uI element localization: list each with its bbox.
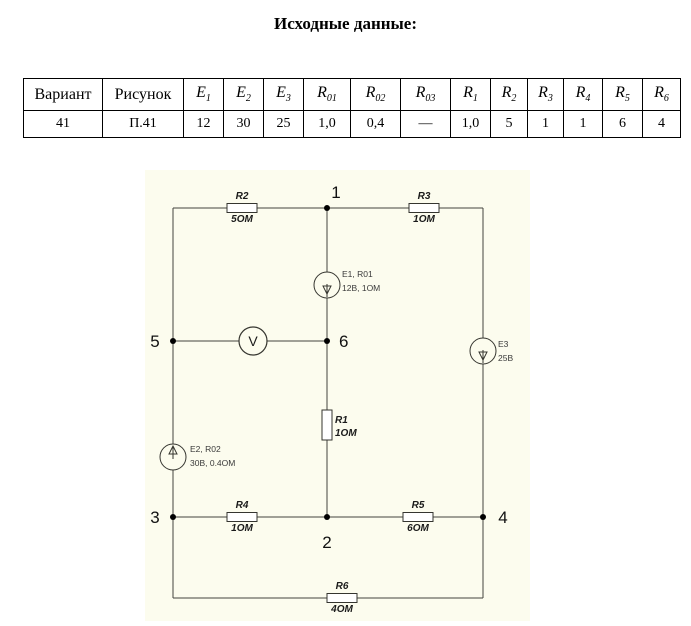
resistor-r6-name: R6 xyxy=(335,581,349,592)
source-e1-value: 12В, 1ОМ xyxy=(342,283,381,293)
table-header-cell: $R_{03}$ xyxy=(401,79,451,111)
node-2-label: 2 xyxy=(322,533,332,552)
resistor-r3-value: 1ОМ xyxy=(413,214,435,225)
source-e2-value: 30В, 0.4ОМ xyxy=(190,458,236,468)
resistor-r2-name: R2 xyxy=(235,191,249,202)
table-value-row xyxy=(24,111,681,138)
node-3-label: 3 xyxy=(150,508,160,527)
table-header-cell: Вариант xyxy=(24,79,103,111)
resistor-r5-box xyxy=(403,513,433,522)
resistor-r4-value: 1ОМ xyxy=(231,523,253,534)
node-4-label: 4 xyxy=(498,508,508,527)
resistor-r6 xyxy=(327,581,357,615)
table-value-cell: П.41 xyxy=(103,111,184,138)
node-2-dot xyxy=(324,514,330,520)
node-1-label: 1 xyxy=(331,183,341,202)
circuit-diagram xyxy=(145,170,530,621)
source-e3-value: 25В xyxy=(498,353,514,363)
node-1-dot xyxy=(324,205,330,211)
source-e2-name: E2, R02 xyxy=(190,444,221,454)
resistor-r1-box xyxy=(322,410,332,440)
resistor-r4-box xyxy=(227,513,257,522)
node-5-dot xyxy=(170,338,176,344)
table-value-cell: 5 xyxy=(491,111,528,138)
table-value-cell: 41 xyxy=(24,111,103,138)
resistor-r3-box xyxy=(409,204,439,213)
node-6-dot xyxy=(324,338,330,344)
resistor-r6-value: 4ОМ xyxy=(331,604,353,615)
node-4-dot xyxy=(480,514,486,520)
source-e3-name: E3 xyxy=(498,339,509,349)
resistor-r5-name: R5 xyxy=(411,500,425,511)
resistor-r2 xyxy=(227,191,257,225)
table-header-row xyxy=(24,79,681,111)
resistor-r4-name: R4 xyxy=(235,500,249,511)
resistor-r3-name: R3 xyxy=(417,191,431,202)
table-value-cell: 1 xyxy=(528,111,564,138)
table-value-cell: 30 xyxy=(224,111,264,138)
resistor-r6-box xyxy=(327,594,357,603)
table-value-cell: 25 xyxy=(264,111,304,138)
resistor-r5-value: 6ОМ xyxy=(407,523,429,534)
source-e3 xyxy=(470,338,513,364)
table-value-cell: 4 xyxy=(643,111,681,138)
resistor-r5 xyxy=(403,500,433,534)
node-6-label: 6 xyxy=(339,332,349,351)
source-e1-name: E1, R01 xyxy=(342,269,373,279)
table-value-cell: 0,4 xyxy=(351,111,401,138)
table-header-cell: $R_5$ xyxy=(603,79,643,111)
node-5-label: 5 xyxy=(150,332,160,351)
table-header-cell: $R_1$ xyxy=(451,79,491,111)
resistor-r2-box xyxy=(227,204,257,213)
table-value-cell: 12 xyxy=(184,111,224,138)
table-header-cell: $R_3$ xyxy=(528,79,564,111)
initial-data-table xyxy=(23,78,681,138)
table-header-cell: $R_{01}$ xyxy=(304,79,351,111)
source-e1 xyxy=(314,269,380,298)
table-header-cell: $R_2$ xyxy=(491,79,528,111)
resistor-r4 xyxy=(227,500,257,534)
table-value-cell: — xyxy=(401,111,451,138)
resistor-r1-name: R1 xyxy=(335,415,348,426)
table-value-cell: 1,0 xyxy=(451,111,491,138)
table-header-cell: $E_1$ xyxy=(184,79,224,111)
resistor-r1-value: 1ОМ xyxy=(335,428,357,439)
voltmeter xyxy=(239,327,267,355)
table-value-cell: 1,0 xyxy=(304,111,351,138)
resistor-r1 xyxy=(322,410,357,440)
node-3-dot xyxy=(170,514,176,520)
voltmeter-label: V xyxy=(248,333,258,349)
resistor-r2-value: 5ОМ xyxy=(231,214,253,225)
resistor-r3 xyxy=(409,191,439,225)
table-header-cell: $E_2$ xyxy=(224,79,264,111)
table-header-cell: $R_{02}$ xyxy=(351,79,401,111)
table-header-cell: $R_4$ xyxy=(564,79,603,111)
table-header-cell: $R_6$ xyxy=(643,79,681,111)
source-e2 xyxy=(160,444,235,470)
table-header-cell: Рисунок xyxy=(103,79,184,111)
page-title: Исходные данные: xyxy=(273,14,418,33)
table-value-cell: 1 xyxy=(564,111,603,138)
table-header-cell: $E_3$ xyxy=(264,79,304,111)
table-value-cell: 6 xyxy=(603,111,643,138)
